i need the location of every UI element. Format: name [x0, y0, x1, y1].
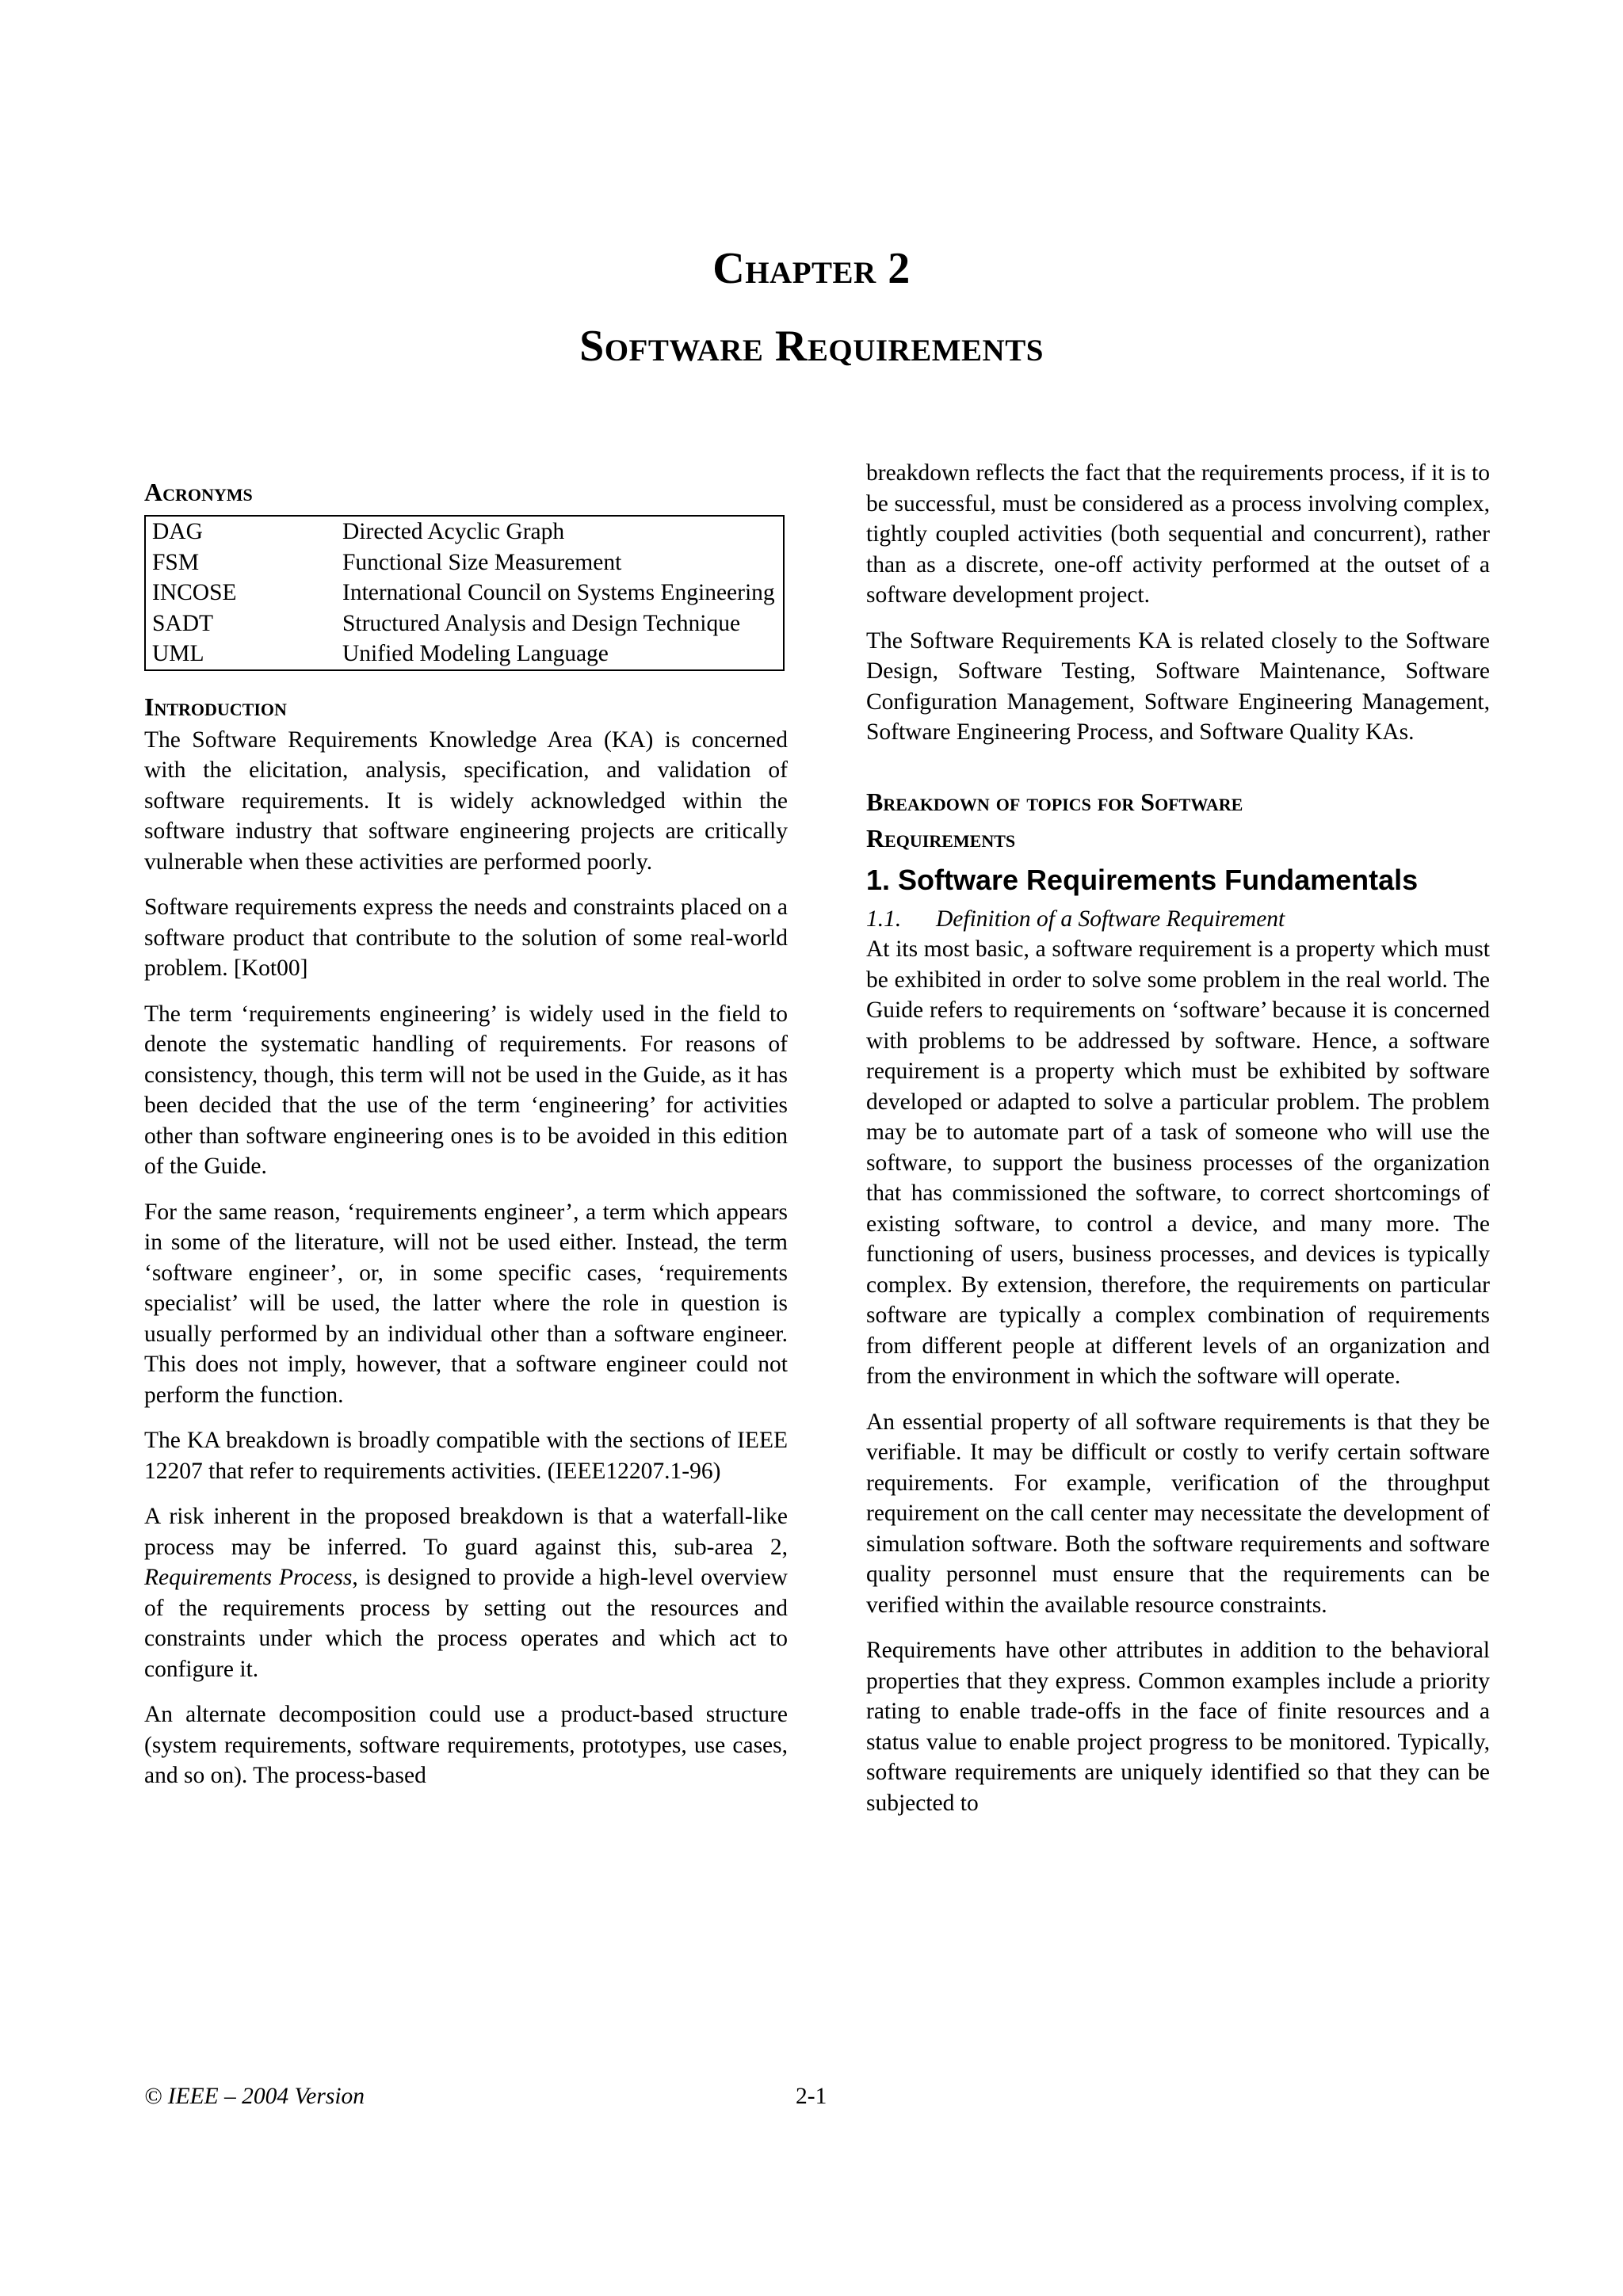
acronym-row: [145, 516, 784, 547]
acronym-meaning: Functional Size Measurement: [342, 549, 622, 575]
acronym-meaning: International Council on Systems Engineering: [342, 580, 775, 605]
acronym-row: [145, 639, 784, 670]
right-paragraph-5: Requirements have other attributes in addition to the behavioral properties that they express. Common examples include a priority rating to enable trade-offs in the face of finite resources and a status value to enable project progress to be monitored. Typically, software requirements are uniquely identified so that they can be subjected to: [866, 1638, 1490, 1816]
breakdown-heading-line-1: Breakdown of topics for Software: [866, 787, 1243, 816]
intro-paragraph-2: Software requirements express the needs and constraints placed on a software product that contribute to the solution of some real-world problem. [Kot00]: [144, 894, 788, 981]
acronym-abbr: DAG: [152, 519, 203, 544]
right-paragraph-4: An essential property of all software requirements is that they be verifiable. It may be difficult or costly to verify certain software requirements. For example, verification of the throughput requirement on the call center may necessitate the development of simulation software. Both the software requirements and software quality personnel must ensure that the requirements can be verified within the available resource constraints.: [866, 1409, 1490, 1618]
acronym-row: [145, 608, 784, 639]
left-column: [144, 474, 788, 1806]
intro-paragraph-6: [144, 1501, 788, 1684]
section-1-1-number: 1.1.: [866, 906, 902, 932]
intro-paragraph-3: The term ‘requirements engineering’ is widely used in the field to denote the systematic handling of requirements. For reasons of consistency, though, this term will not be used in the Guide, as it has been decided that the use of the term ‘engineering’ for activities other than software engineering ones is to be avoided in this edition of the Guide.: [144, 1001, 788, 1179]
right-paragraph-2: The Software Requirements KA is related closely to the Software Design, Software Testing, Software Maintenance, Software Configuration Management, Software Engineering Management, Software Engineering Process, and Software Quality KAs.: [866, 627, 1490, 745]
section-1-1-heading: [866, 904, 1490, 935]
acronym-abbr: UML: [152, 641, 204, 666]
introduction-heading: Introduction: [144, 692, 287, 721]
acronym-abbr: SADT: [152, 610, 214, 636]
acronym-meaning: Structured Analysis and Design Technique: [342, 610, 741, 636]
intro-paragraph-7: An alternate decomposition could use a product-based structure (system requirements, software requirements, prototypes, use cases, and so on). The process-based: [144, 1702, 788, 1788]
chapter-title: Software Requirements: [579, 322, 1044, 371]
section-1-1-title: Definition of a Software Requirement: [936, 906, 1285, 932]
breakdown-heading-line-2: Requirements: [866, 823, 1016, 852]
intro-paragraph-5: The KA breakdown is broadly compatible with the sections of IEEE 12207 that refer to requirements activities. (IEEE12207.1-96): [144, 1428, 788, 1484]
right-column: [866, 458, 1490, 1833]
acronym-meaning: Directed Acyclic Graph: [342, 519, 565, 544]
acronym-abbr: FSM: [152, 549, 200, 575]
section-1-heading: 1. Software Requirements Fundamentals: [866, 863, 1419, 896]
acronyms-table: [144, 515, 785, 671]
acronym-row: [145, 578, 784, 608]
intro-paragraph-1: The Software Requirements Knowledge Area (KA) is concerned with the elicitation, analysis, specification, and validation of software requirements. It is widely acknowledged within the software industry that software engineering projects are critically vulnerable when these activities are performed poorly.: [144, 727, 788, 875]
acronym-meaning: Unified Modeling Language: [342, 641, 609, 666]
acronyms-heading: Acronyms: [144, 478, 253, 506]
intro-p6-emphasis: Requirements Process: [144, 1565, 353, 1590]
intro-p6-text-b: , is designed to provide a high-level overview of the requirements process by setting out the resources and constraints under which the process operates and which act to configure it.: [144, 1565, 788, 1682]
acronym-row: [145, 547, 784, 578]
footer-copyright: © IEEE – 2004 Version: [144, 2084, 365, 2109]
page-number: 2-1: [796, 2084, 827, 2109]
intro-p6-text-a: A risk inherent in the proposed breakdown is that a waterfall-like process may be inferred. To guard against this, sub-area 2,: [144, 1504, 788, 1560]
right-paragraph-3: At its most basic, a software requirement is a property which must be exhibited in order to solve some problem in the real world. The Guide refers to requirements on ‘software’ because it is concerned with problems to be addressed by software. Hence, a software requirement is a property which must be exhibited by software developed or adapted to solve a particular problem. The problem may be to automate part of a task of someone who will use the software, to support the business processes of the organization that has commissioned the software, to correct shortcomings of existing software, to control a device, and many more. The functioning of users, business processes, and devices is typically complex. By extension, therefore, the requirements on particular software are typically a complex combination of requirements from different people at different levels of an organization and from the environment in which the software will operate.: [866, 936, 1490, 1389]
intro-paragraph-4: For the same reason, ‘requirements engineer’, a term which appears in some of the literature, will not be used either. Instead, the term ‘software engineer’, or, in some specific cases, ‘requirements specialist’ will be used, the latter where the role in question is usually performed by an individual other than a software engineer. This does not imply, however, that a software engineer could not perform the function.: [144, 1199, 788, 1408]
right-paragraph-1: breakdown reflects the fact that the requirements process, if it is to be successful, must be considered as a process involving complex, tightly coupled activities (both sequential and concurrent), rather than as a discrete, one-off activity performed at the outset of a software development project.: [866, 460, 1490, 608]
acronym-abbr: INCOSE: [152, 580, 237, 605]
chapter-number: Chapter 2: [712, 244, 911, 293]
